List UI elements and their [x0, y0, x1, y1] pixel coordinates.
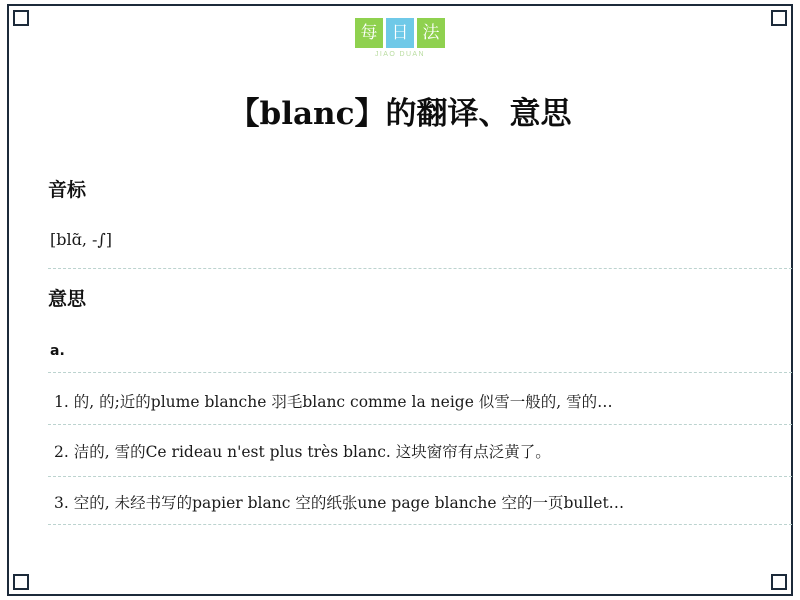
- divider-4: [48, 476, 792, 477]
- logo-blocks: [300, 18, 500, 48]
- logo-subtitle: JIAO DUAN: [375, 51, 425, 58]
- corner-ornament-top-right: [767, 4, 793, 30]
- corner-ornament-top-left: [7, 4, 33, 30]
- definition-item: 3. 空的, 未经书写的papier blanc 空的纸张une page blanche 空的一页bullet…: [54, 494, 625, 512]
- logo-block-3: 法: [417, 18, 445, 48]
- corner-ornament-bottom-left: [7, 570, 33, 596]
- phonetic-value: [blɑ̃, -∫]: [50, 230, 112, 249]
- definition-item: 1. 的, 的;近的plume blanche 羽毛blanc comme la neige 似雪一般的, 雪的…: [54, 393, 613, 411]
- site-logo[interactable]: [300, 18, 500, 58]
- corner-ornament-bottom-right: [767, 570, 793, 596]
- part-of-speech-label: a.: [50, 343, 65, 359]
- divider-3: [48, 424, 792, 425]
- page-title-text: 【blanc】的翻译、意思: [228, 96, 572, 132]
- divider-2: [48, 372, 792, 373]
- page-content: [40, 0, 760, 600]
- divider-5: [48, 524, 792, 525]
- definition-item: 2. 洁的, 雪的Ce rideau n'est plus très blanc. 这块窗帘有点泛黄了。: [54, 443, 551, 461]
- logo-block-2: 日: [386, 18, 414, 48]
- section-heading-phonetic: 音标: [48, 179, 87, 201]
- page-title: [40, 88, 760, 133]
- section-heading-meaning: 意思: [48, 288, 87, 310]
- divider-1: [48, 268, 792, 269]
- logo-block-1: 每: [355, 18, 383, 48]
